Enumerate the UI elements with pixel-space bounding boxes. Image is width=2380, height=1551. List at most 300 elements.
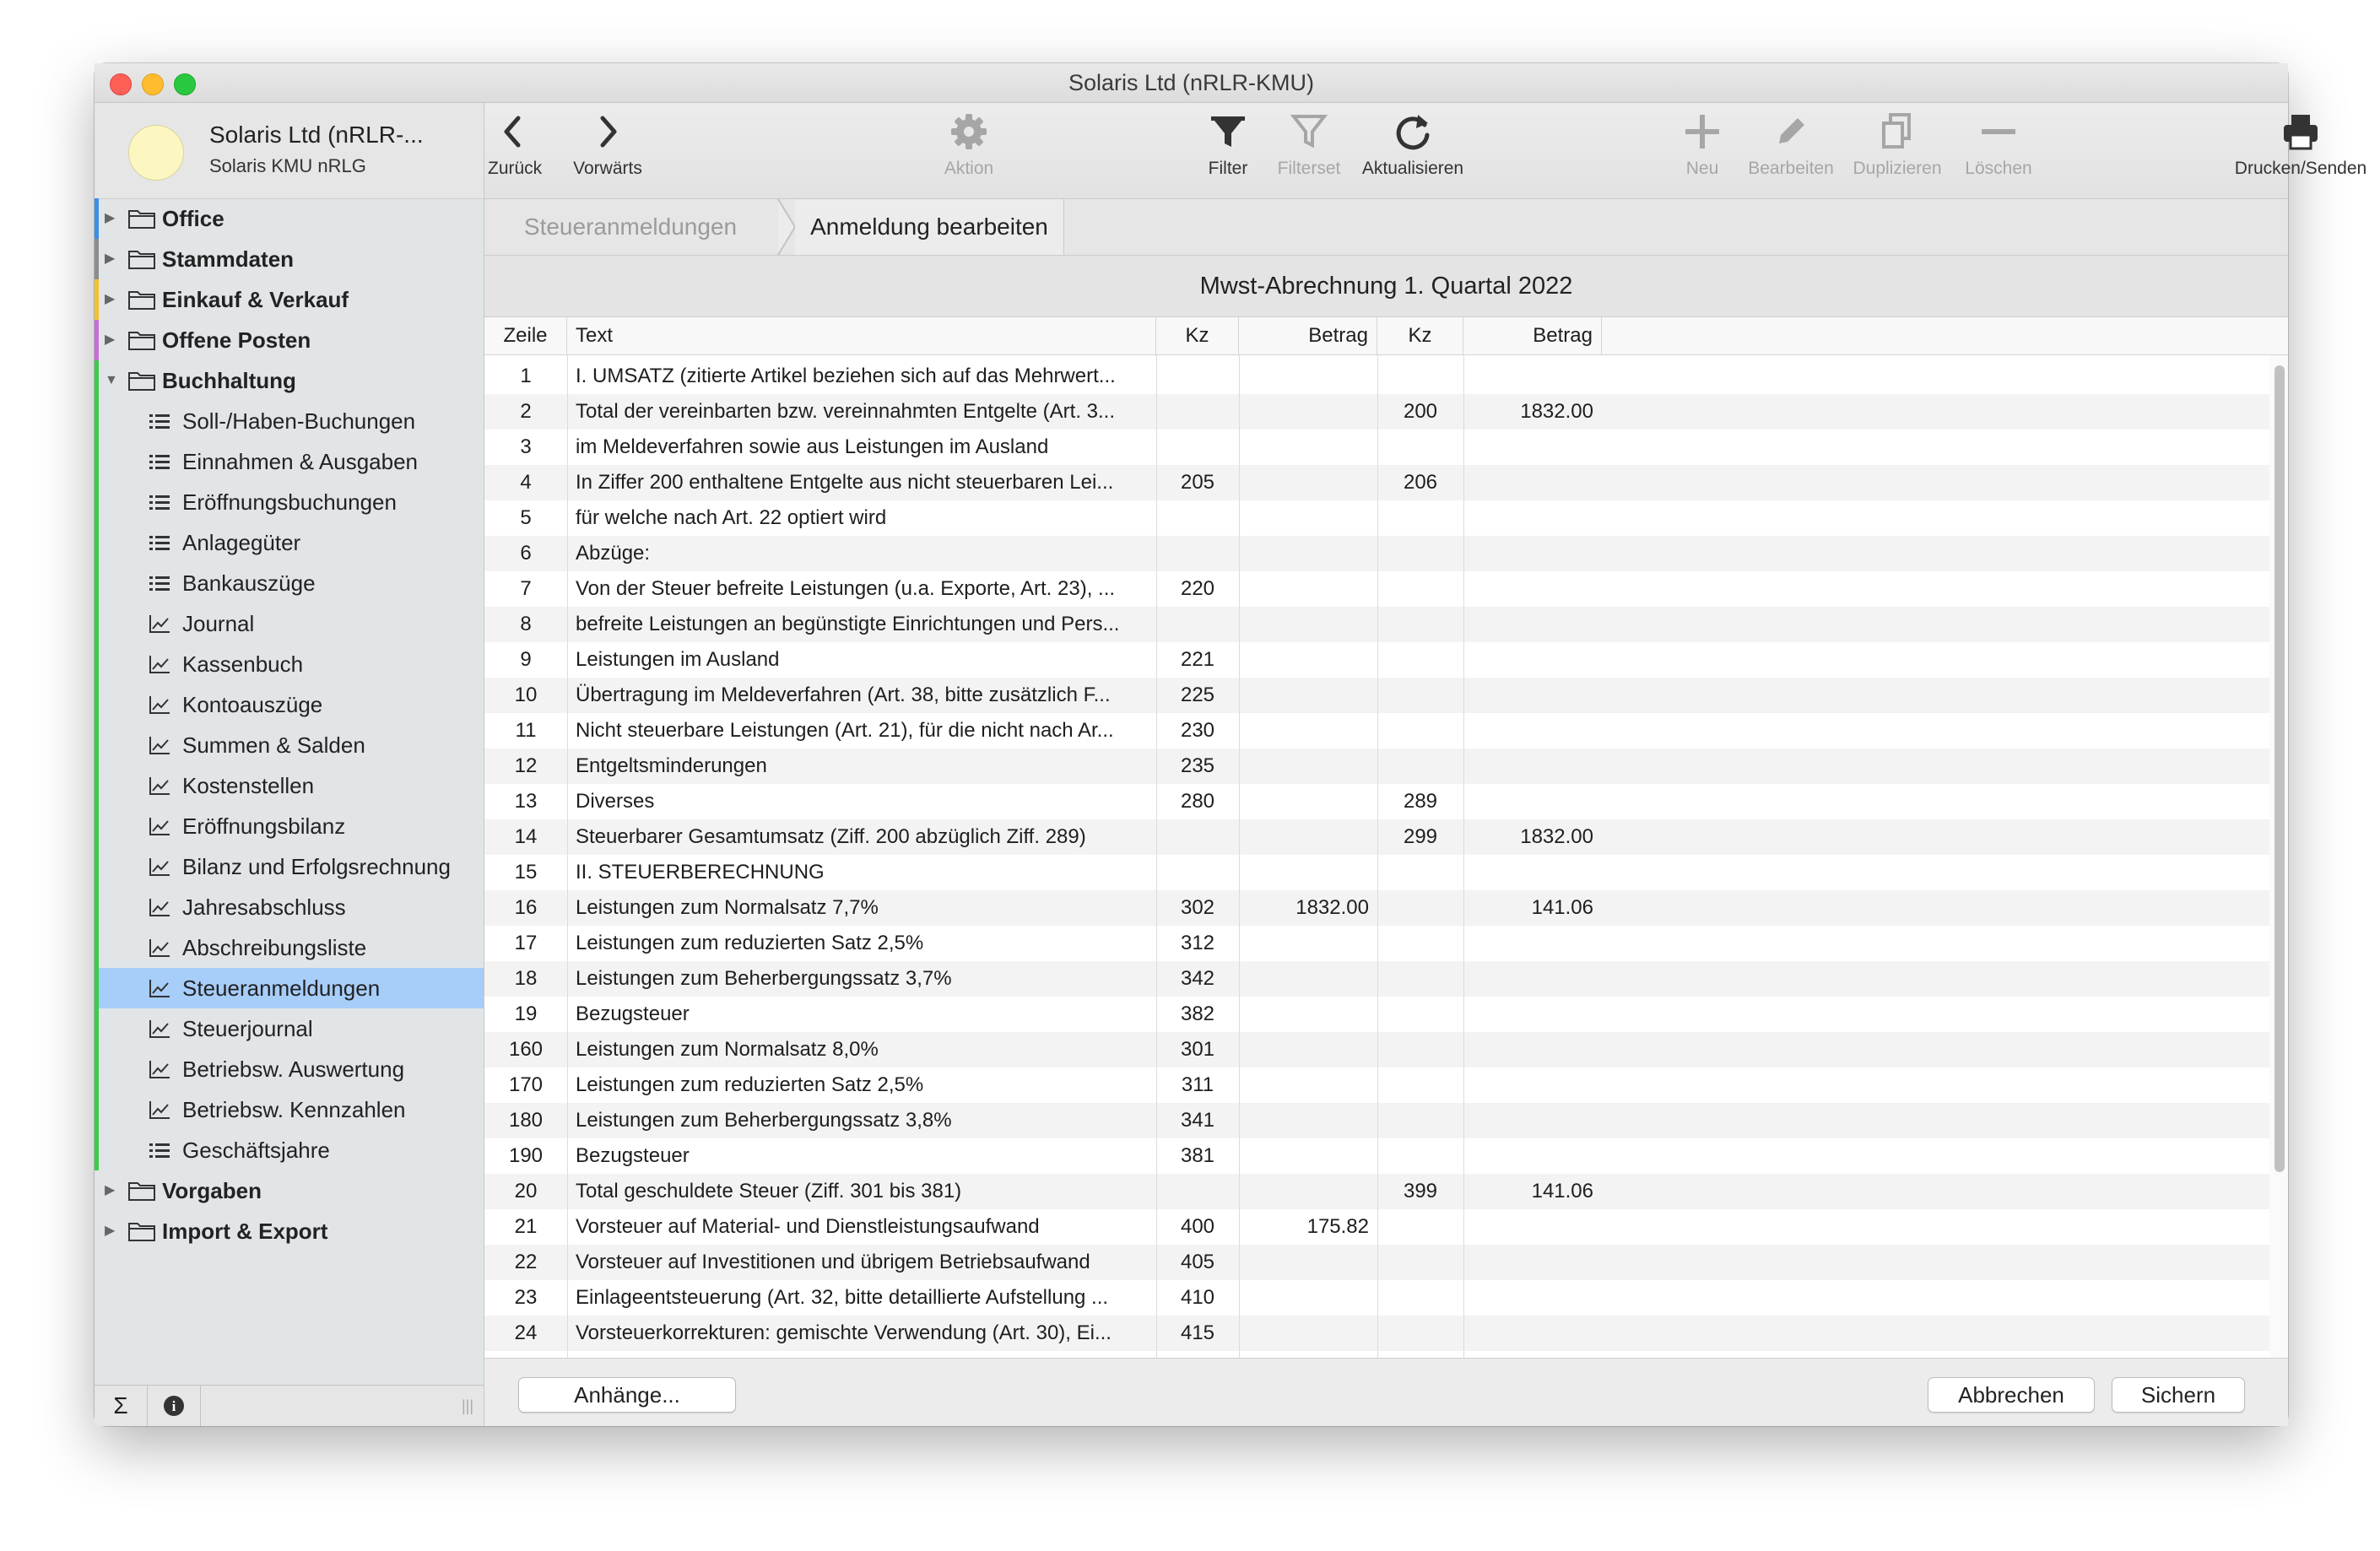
list-icon (149, 411, 170, 431)
cell-zeile: 14 (514, 825, 538, 848)
cell-kz (1156, 359, 1239, 394)
cell-zeile: 18 (514, 967, 538, 990)
cell-kz (1156, 430, 1239, 465)
sidebar-item-label: Einnahmen & Ausgaben (182, 449, 418, 474)
sidebar-item-label: Eröffnungsbilanz (182, 813, 346, 839)
cell-text: Entgeltsminderungen (576, 754, 767, 777)
sidebar-item-einnahmen-ausgaben[interactable] (95, 441, 484, 482)
delete-label: Löschen (1965, 159, 2032, 178)
edit-label: Bearbeiten (1748, 159, 1834, 178)
cell-text: Leistungen zum Beherbergungssatz 3,8% (576, 1109, 952, 1132)
duplicate-icon (1875, 110, 1919, 154)
disclosure-closed-icon[interactable]: ▶ (105, 211, 116, 225)
sidebar-item-anlagegüter[interactable] (95, 522, 484, 563)
cell-text: für welche nach Art. 22 optiert wird (576, 506, 887, 529)
cell-zeile: 160 (508, 1038, 544, 1061)
cell-zeile: 5 (520, 506, 532, 529)
folder-icon (128, 370, 155, 391)
cell-betrag (1239, 678, 1377, 713)
cell-kz: 280 (1180, 790, 1215, 813)
new-button[interactable] (1673, 110, 1732, 179)
sidebar-item-label: Betriebsw. Auswertung (182, 1057, 405, 1082)
cell-kz-2 (1377, 1209, 1463, 1245)
sidebar-item-kassenbuch[interactable] (95, 644, 484, 684)
cell-kz: 220 (1180, 577, 1215, 600)
breadcrumb (484, 199, 2288, 256)
cell-kz-2: 206 (1403, 471, 1438, 494)
cell-kz-2 (1377, 359, 1463, 394)
cell-kz: 230 (1180, 719, 1215, 742)
sidebar-item-journal[interactable] (95, 603, 484, 644)
cell-betrag-2: 1832.00 (1520, 400, 1593, 423)
cell-zeile: 1 (520, 365, 532, 387)
report-icon (149, 613, 170, 634)
cell-zeile: 16 (514, 896, 538, 919)
cell-text: Abzüge: (576, 542, 651, 565)
cell-betrag-2 (1463, 713, 1602, 748)
report-icon (149, 938, 170, 958)
cell-zeile: 21 (514, 1215, 538, 1238)
cell-text: Vorsteuer auf Material- und Dienstleistungsaufwand (576, 1215, 1040, 1238)
sidebar-item-kontoauszüge[interactable] (95, 684, 484, 725)
column-header-kz-2[interactable]: Kz (1377, 317, 1463, 354)
forward-label: Vorwärts (573, 159, 642, 178)
disclosure-closed-icon[interactable]: ▶ (105, 292, 116, 306)
list-icon (149, 451, 170, 472)
cell-betrag (1239, 1032, 1377, 1067)
cell-betrag (1239, 1245, 1377, 1280)
cell-kz: 382 (1180, 1002, 1215, 1025)
cell-kz: 400 (1180, 1215, 1215, 1238)
cell-kz: 312 (1180, 932, 1215, 954)
plus-icon (1680, 110, 1724, 154)
sidebar-item-label: Jahresabschluss (182, 894, 346, 920)
cell-text: II. STEUERBERECHNUNG (576, 861, 825, 884)
cell-betrag (1239, 394, 1377, 430)
vertical-scrollbar[interactable] (2269, 355, 2288, 1359)
cell-betrag (1239, 465, 1377, 500)
print-send-button[interactable] (2226, 110, 2375, 179)
cell-betrag (1239, 430, 1377, 465)
cell-kz (1156, 607, 1239, 642)
cell-betrag-2 (1463, 1209, 1602, 1245)
cell-zeile: 9 (520, 648, 532, 671)
cell-kz: 301 (1180, 1038, 1215, 1061)
cell-text: Steuerbarer Gesamtumsatz (Ziff. 200 abzüglich Ziff. 289) (576, 825, 1086, 848)
sidebar-item-label: Bankauszüge (182, 570, 316, 596)
sidebar-item-betriebsw-kennzahlen[interactable] (95, 1089, 484, 1130)
cell-zeile: 180 (508, 1109, 544, 1132)
sidebar (95, 103, 484, 1426)
cell-betrag-2 (1463, 465, 1602, 500)
cell-text: Total der vereinbarten bzw. vereinnahmten Entgelte (Art. 3... (576, 400, 1116, 423)
cell-kz (1156, 536, 1239, 571)
report-table (484, 355, 2288, 1359)
sidebar-item-eröffnungsbilanz[interactable] (95, 806, 484, 846)
cell-kz-2 (1377, 536, 1463, 571)
sidebar-folder-einkauf-verkauf[interactable] (95, 279, 484, 320)
cell-kz-2 (1377, 1316, 1463, 1351)
action-label: Aktion (944, 159, 994, 178)
cell-kz (1156, 855, 1239, 890)
cell-zeile: 4 (520, 471, 532, 494)
cell-kz: 405 (1180, 1251, 1215, 1273)
cell-zeile: 15 (514, 861, 538, 884)
cell-betrag (1239, 713, 1377, 748)
report-icon (149, 816, 170, 836)
cell-betrag-2: 1832.00 (1520, 825, 1593, 848)
cell-betrag-2 (1463, 1138, 1602, 1174)
folder-icon (128, 330, 155, 350)
cell-betrag (1239, 961, 1377, 997)
cell-text: Leistungen im Ausland (576, 648, 780, 671)
sidebar-item-label: Abschreibungsliste (182, 935, 367, 960)
sidebar-item-bilanz-und-erfolgsrechnung[interactable] (95, 846, 484, 887)
folder-icon (128, 1221, 155, 1241)
column-header-text[interactable]: Text (567, 317, 1156, 354)
cell-kz-2: 399 (1403, 1180, 1438, 1202)
cell-kz: 311 (1181, 1073, 1214, 1096)
disclosure-closed-icon[interactable]: ▶ (105, 1224, 116, 1238)
cell-kz-2 (1377, 713, 1463, 748)
cell-betrag (1239, 997, 1377, 1032)
cell-kz-2 (1377, 571, 1463, 607)
cell-betrag-2 (1463, 748, 1602, 784)
cell-betrag-2 (1463, 997, 1602, 1032)
back-button[interactable] (488, 110, 543, 179)
info-icon (163, 1395, 185, 1417)
cell-betrag (1239, 748, 1377, 784)
cell-betrag: 175.82 (1306, 1215, 1369, 1238)
sidebar-folder-stammdaten[interactable] (95, 239, 484, 279)
sidebar-item-label: Bilanz und Erfolgsrechnung (182, 854, 451, 879)
cell-text: Vorsteuer auf Investitionen und übrigem Betriebsaufwand (576, 1251, 1090, 1273)
cell-betrag (1239, 536, 1377, 571)
sidebar-folder-label: Einkauf & Verkauf (162, 287, 349, 312)
cell-betrag-2 (1463, 1032, 1602, 1067)
folder-icon (128, 208, 155, 229)
cell-betrag-2 (1463, 359, 1602, 394)
report-icon (149, 735, 170, 755)
cell-betrag-2 (1463, 1316, 1602, 1351)
sidebar-item-kostenstellen[interactable] (95, 765, 484, 806)
report-icon (149, 1059, 170, 1079)
print-send-label: Drucken/Senden (2234, 159, 2367, 178)
cell-zeile: 7 (520, 577, 532, 600)
cell-zeile: 22 (514, 1251, 538, 1273)
cell-betrag (1239, 784, 1377, 819)
cell-betrag-2: 141.06 (1531, 896, 1593, 919)
cell-betrag-2 (1463, 1245, 1602, 1280)
cell-text: Übertragung im Meldeverfahren (Art. 38, bitte zusätzlich F... (576, 684, 1111, 706)
sidebar-item-label: Kassenbuch (182, 651, 304, 677)
cell-kz-2 (1377, 1280, 1463, 1316)
filter-label: Filter (1208, 159, 1248, 178)
back-label: Zurück (488, 159, 543, 178)
save-button[interactable]: Sichern (2112, 1377, 2245, 1413)
cell-kz: 205 (1180, 471, 1215, 494)
funnel-icon (1206, 110, 1250, 154)
list-icon (149, 1140, 170, 1160)
column-header-betrag[interactable]: Betrag (1239, 317, 1377, 354)
cell-text: Leistungen zum reduzierten Satz 2,5% (576, 932, 924, 954)
sidebar-folder-label: Vorgaben (162, 1178, 262, 1203)
sidebar-item-soll-haben-buchungen[interactable] (95, 401, 484, 441)
report-icon (149, 1100, 170, 1120)
cell-kz: 225 (1180, 684, 1215, 706)
cell-zeile: 17 (514, 932, 538, 954)
sidebar-folder-buchhaltung[interactable] (95, 360, 484, 401)
disclosure-closed-icon[interactable]: ▶ (105, 251, 116, 266)
cell-text: In Ziffer 200 enthaltene Entgelte aus nicht steuerbaren Lei... (576, 471, 1114, 494)
cell-kz-2 (1377, 678, 1463, 713)
cell-text: Total geschuldete Steuer (Ziff. 301 bis 381) (576, 1180, 962, 1202)
cell-text: Leistungen zum Beherbergungssatz 3,7% (576, 967, 952, 990)
cell-text: Nicht steuerbare Leistungen (Art. 21), für die nicht nach Ar... (576, 719, 1114, 742)
edit-button[interactable] (1740, 110, 1842, 179)
info-button[interactable] (148, 1386, 201, 1426)
report-icon (149, 694, 170, 715)
cell-betrag-2 (1463, 678, 1602, 713)
cell-kz: 235 (1180, 754, 1215, 777)
cell-betrag (1239, 500, 1377, 536)
cell-kz (1156, 819, 1239, 855)
account-header[interactable] (95, 103, 484, 199)
cell-betrag (1239, 359, 1377, 394)
cell-betrag: 1832.00 (1295, 896, 1369, 919)
sigma-icon: Σ (113, 1392, 128, 1419)
window-title: Solaris Ltd (nRLR-KMU) (1068, 70, 1315, 95)
cell-zeile: 6 (520, 542, 532, 565)
sidebar-folder-label: Import & Export (162, 1219, 328, 1244)
avatar (128, 125, 184, 181)
cell-kz-2: 289 (1403, 790, 1438, 813)
sidebar-item-label: Journal (182, 611, 255, 636)
cell-betrag-2 (1463, 642, 1602, 678)
cell-betrag (1239, 607, 1377, 642)
sidebar-bottom-bar (95, 1385, 484, 1426)
cell-zeile: 23 (514, 1286, 538, 1309)
cell-text: Bezugsteuer (576, 1002, 690, 1025)
cell-text: Einlageentsteuerung (Art. 32, bitte detaillierte Aufstellung ... (576, 1286, 1109, 1309)
sidebar-item-label: Kostenstellen (182, 773, 315, 798)
sidebar-folder-vorgaben[interactable] (95, 1170, 484, 1211)
cell-betrag-2 (1463, 926, 1602, 961)
disclosure-closed-icon[interactable]: ▶ (105, 1183, 116, 1197)
cell-text: im Meldeverfahren sowie aus Leistungen im Ausland (576, 435, 1049, 458)
report-icon (149, 776, 170, 796)
cell-betrag (1239, 1316, 1377, 1351)
sidebar-folder-offene-posten[interactable] (95, 320, 484, 360)
zoom-window-button[interactable] (174, 73, 196, 95)
cell-kz: 221 (1180, 648, 1215, 671)
forward-button[interactable] (565, 110, 650, 179)
svg-text:i: i (171, 1398, 176, 1414)
column-header-kz[interactable]: Kz (1156, 317, 1239, 354)
sum-button[interactable] (95, 1386, 148, 1426)
sidebar-item-label: Soll-/Haben-Buchungen (182, 408, 416, 434)
close-window-button[interactable] (110, 73, 132, 95)
sidebar-item-abschreibungsliste[interactable] (95, 927, 484, 968)
folder-icon (128, 249, 155, 269)
cell-kz-2 (1377, 1245, 1463, 1280)
filterset-button[interactable] (1271, 110, 1347, 179)
cell-kz-2 (1377, 997, 1463, 1032)
filterset-label: Filterset (1277, 159, 1341, 178)
sidebar-folder-label: Buchhaltung (162, 368, 296, 393)
cell-kz (1156, 1174, 1239, 1209)
cell-kz-2 (1377, 1032, 1463, 1067)
chevron-right-icon (591, 110, 625, 154)
action-button[interactable] (935, 110, 1003, 179)
cell-zeile: 24 (514, 1321, 538, 1344)
cell-text: Leistungen zum Normalsatz 8,0% (576, 1038, 879, 1061)
report-icon (149, 978, 170, 998)
duplicate-label: Duplizieren (1853, 159, 1942, 178)
cell-betrag (1239, 1103, 1377, 1138)
cell-zeile: 190 (508, 1144, 544, 1167)
cell-kz-2 (1377, 500, 1463, 536)
cell-betrag-2 (1463, 1280, 1602, 1316)
pencil-icon (1769, 110, 1813, 154)
new-label: Neu (1685, 159, 1719, 178)
cell-betrag-2 (1463, 855, 1602, 890)
cell-betrag-2 (1463, 500, 1602, 536)
cell-kz-2 (1377, 430, 1463, 465)
chevron-left-icon (496, 110, 530, 154)
sidebar-item-steuerjournal[interactable] (95, 1008, 484, 1049)
sidebar-folder-office[interactable] (95, 198, 484, 239)
account-name: Solaris Ltd (nRLR-... (209, 122, 424, 148)
cell-text: Diverses (576, 790, 655, 813)
cell-betrag-2 (1463, 1103, 1602, 1138)
cell-zeile: 10 (514, 684, 538, 706)
cell-kz-2: 299 (1403, 825, 1438, 848)
list-icon (149, 532, 170, 553)
breadcrumb-parent[interactable]: Steueranmeldungen (523, 213, 738, 240)
cell-betrag (1239, 819, 1377, 855)
column-header-betrag-2[interactable]: Betrag (1463, 317, 1602, 354)
report-icon (149, 857, 170, 877)
sidebar-folder-label: Stammdaten (162, 246, 295, 272)
cell-kz: 381 (1180, 1144, 1215, 1167)
cell-betrag-2 (1463, 1067, 1602, 1103)
cell-kz-2 (1377, 607, 1463, 642)
sidebar-item-summen-salden[interactable] (95, 725, 484, 765)
attachments-button[interactable]: Anhänge... (518, 1377, 736, 1413)
cell-kz-2: 200 (1403, 400, 1438, 423)
sidebar-item-geschäftsjahre[interactable] (95, 1130, 484, 1170)
cell-text: Leistungen zum Normalsatz 7,7% (576, 896, 879, 919)
cell-zeile: 12 (514, 754, 538, 777)
cell-zeile: 11 (515, 719, 537, 742)
table-header (484, 317, 2288, 355)
sidebar-item-betriebsw-auswertung[interactable] (95, 1049, 484, 1089)
filter-button[interactable] (1198, 110, 1258, 179)
cell-kz: 410 (1180, 1286, 1215, 1309)
sidebar-folder-import-export[interactable] (95, 1211, 484, 1251)
disclosure-closed-icon[interactable]: ▶ (105, 332, 116, 347)
disclosure-open-icon[interactable]: ▼ (105, 373, 118, 387)
cell-zeile: 170 (508, 1073, 544, 1096)
sidebar-item-label: Geschäftsjahre (182, 1138, 330, 1163)
sidebar-item-eröffnungsbuchungen[interactable] (95, 482, 484, 522)
cell-kz: 302 (1180, 896, 1215, 919)
report-icon (149, 897, 170, 917)
cell-text: Von der Steuer befreite Leistungen (u.a. Exporte, Art. 23), ... (576, 577, 1116, 600)
cancel-button[interactable]: Abbrechen (1928, 1377, 2095, 1413)
cell-betrag-2 (1463, 784, 1602, 819)
cell-betrag (1239, 1067, 1377, 1103)
cell-kz (1156, 394, 1239, 430)
sidebar-navigation (95, 198, 484, 1251)
cell-text: Leistungen zum reduzierten Satz 2,5% (576, 1073, 924, 1096)
cell-zeile: 2 (520, 400, 532, 423)
cell-betrag-2 (1463, 961, 1602, 997)
app-window (95, 63, 2367, 1426)
cell-betrag (1239, 571, 1377, 607)
account-subtitle: Solaris KMU nRLG (209, 155, 366, 176)
cell-betrag (1239, 926, 1377, 961)
sidebar-item-bankauszüge[interactable] (95, 563, 484, 603)
sidebar-folder-label: Office (162, 206, 224, 231)
refresh-button[interactable] (1354, 110, 1472, 179)
sidebar-item-label: Steueranmeldungen (182, 975, 381, 1001)
cell-betrag-2 (1463, 430, 1602, 465)
minus-icon (1977, 110, 2020, 154)
sidebar-item-steueranmeldungen[interactable] (95, 968, 484, 1008)
cell-kz-2 (1377, 926, 1463, 961)
cell-kz: 341 (1180, 1109, 1215, 1132)
cell-betrag (1239, 1138, 1377, 1174)
cell-betrag (1239, 855, 1377, 890)
toolbar (484, 103, 2367, 199)
sidebar-item-jahresabschluss[interactable] (95, 887, 484, 927)
sidebar-item-label: Eröffnungsbuchungen (182, 489, 397, 515)
sidebar-folder-label: Offene Posten (162, 327, 311, 353)
cell-text: Bezugsteuer (576, 1144, 690, 1167)
cell-kz: 342 (1180, 967, 1215, 990)
cell-text: Vorsteuerkorrekturen: gemischte Verwendung (Art. 30), Ei... (576, 1321, 1112, 1344)
sidebar-item-label: Betriebsw. Kennzahlen (182, 1097, 406, 1122)
sidebar-item-label: Anlagegüter (182, 530, 301, 555)
sidebar-item-label: Kontoauszüge (182, 692, 323, 717)
cell-text: I. UMSATZ (zitierte Artikel beziehen sich auf das Mehrwert... (576, 365, 1116, 387)
title-bar (95, 63, 2288, 103)
duplicate-button[interactable] (1845, 110, 1950, 179)
cell-betrag-2: 141.06 (1531, 1180, 1593, 1202)
report-title: Mwst-Abrechnung 1. Quartal 2022 (484, 256, 2288, 317)
folder-icon (128, 1181, 155, 1201)
column-header-zeile[interactable]: Zeile (484, 317, 567, 354)
cell-kz-2 (1377, 1138, 1463, 1174)
delete-button[interactable] (1958, 110, 2039, 179)
sidebar-item-label: Steuerjournal (182, 1016, 313, 1041)
breadcrumb-current[interactable]: Anmeldung bearbeiten (795, 199, 1064, 255)
minimize-window-button[interactable] (142, 73, 164, 95)
report-icon (149, 1019, 170, 1039)
refresh-icon (1391, 110, 1435, 154)
scrollbar-thumb[interactable] (2275, 365, 2285, 1172)
cell-kz-2 (1377, 890, 1463, 926)
cell-betrag (1239, 1280, 1377, 1316)
cell-kz (1156, 500, 1239, 536)
cell-betrag-2 (1463, 571, 1602, 607)
list-icon (149, 573, 170, 593)
cell-text: befreite Leistungen an begünstigte Einrichtungen und Pers... (576, 613, 1120, 635)
cell-kz-2 (1377, 642, 1463, 678)
sidebar-resize-grip[interactable]: ||| (461, 1397, 473, 1414)
